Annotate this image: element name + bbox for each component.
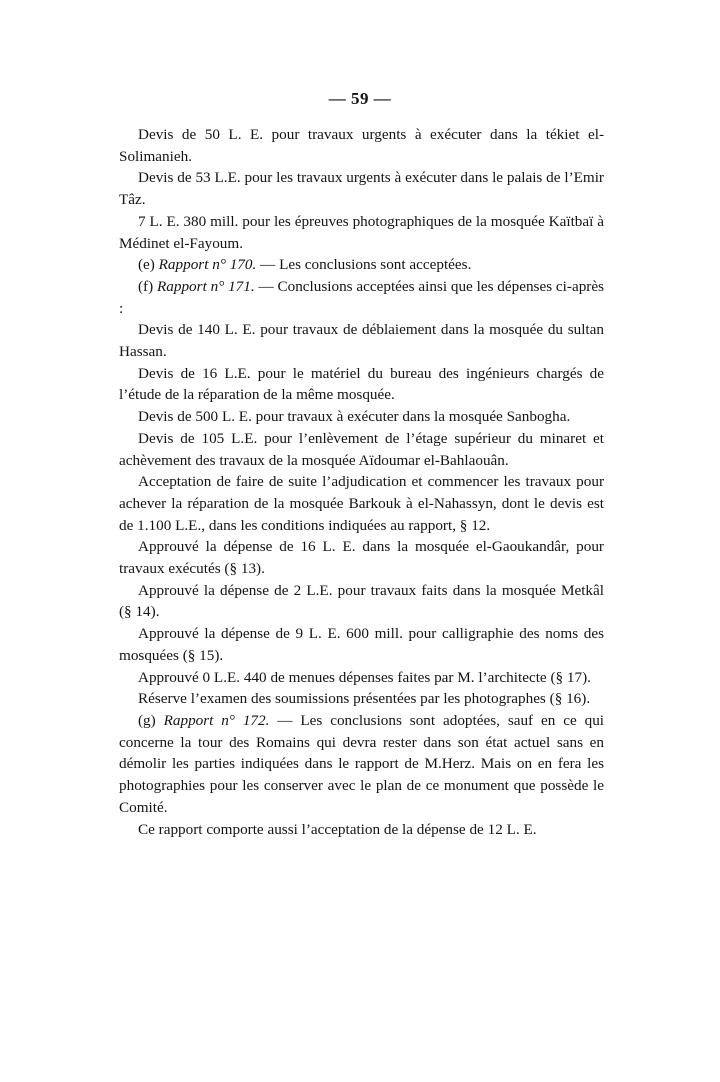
paragraph: Approuvé la dépense de 16 L. E. dans la mosquée el-Gaoukandâr, pour travaux exécutés (§ 13).	[119, 538, 604, 578]
body-text	[119, 124, 604, 840]
paragraph: Réserve l’examen des soumissions présentées par les photographes (§ 16).	[138, 690, 591, 708]
paragraph: (g) Rapport n° 172. — Les conclusions sont adoptées, sauf en ce qui concerne la tour des Romains qui devra rester dans son état actuel sans en démolir les parties indiquées dans le rapport de M.Herz. Mais on en fera les photographies pour les conserver avec le plan de ce monument que possède le Comité.	[119, 711, 605, 816]
report-reference: Rapport n° 172.	[163, 711, 270, 729]
report-reference: Rapport n° 171.	[157, 277, 255, 295]
paragraph: Devis de 105 L.E. pour l’enlèvement de l’étage supérieur du minaret et achèvement des travaux de la mosquée Aïdoumar el-Bahlaouân.	[119, 429, 604, 469]
paragraph: Acceptation de faire de suite l’adjudication et commencer les travaux pour achever la réparation de la mosquée Barkouk à el-Nahassyn, dont le devis est de 1.100 L.E., dans les conditions indiquées au rapport, § 12.	[119, 473, 604, 534]
paragraph: Devis de 53 L.E. pour les travaux urgents à exécuter dans le palais de l’Emir Tâz.	[119, 169, 604, 209]
paragraph: (f) Rapport n° 171. — Conclusions acceptées ainsi que les dépenses ci-après :	[119, 277, 604, 317]
paragraph: 7 L. E. 380 mill. pour les épreuves photographiques de la mosquée Kaïtbaï à Médinet el-Fayoum.	[119, 212, 604, 252]
paragraph: Approuvé la dépense de 9 L. E. 600 mill. pour calligraphie des noms des mosquées (§ 15).	[119, 625, 604, 664]
report-reference: Rapport n° 170.	[158, 256, 257, 274]
page-number: — 59 —	[328, 89, 392, 108]
paragraph: Ce rapport comporte aussi l’acceptation de la dépense de 12 L. E.	[138, 820, 537, 838]
paragraph: Approuvé la dépense de 2 L.E. pour travaux faits dans la mosquée Metkâl (§ 14).	[119, 581, 604, 621]
paragraph: Devis de 140 L. E. pour travaux de déblaiement dans la mosquée du sultan Hassan.	[119, 321, 604, 361]
paragraph: Approuvé 0 L.E. 440 de menues dépenses faites par M. l’architecte (§ 17).	[138, 668, 591, 686]
paragraph: Devis de 500 L. E. pour travaux à exécuter dans la mosquée Sanbogha.	[138, 408, 571, 426]
paragraph: Devis de 50 L. E. pour travaux urgents à exécuter dans la tékiet el-Solimanieh.	[119, 126, 604, 165]
paragraph: (e) Rapport n° 170. — Les conclusions sont acceptées.	[138, 256, 472, 274]
paragraph: Devis de 16 L.E. pour le matériel du bureau des ingénieurs chargés de l’étude de la réparation de la même mosquée.	[119, 364, 604, 404]
